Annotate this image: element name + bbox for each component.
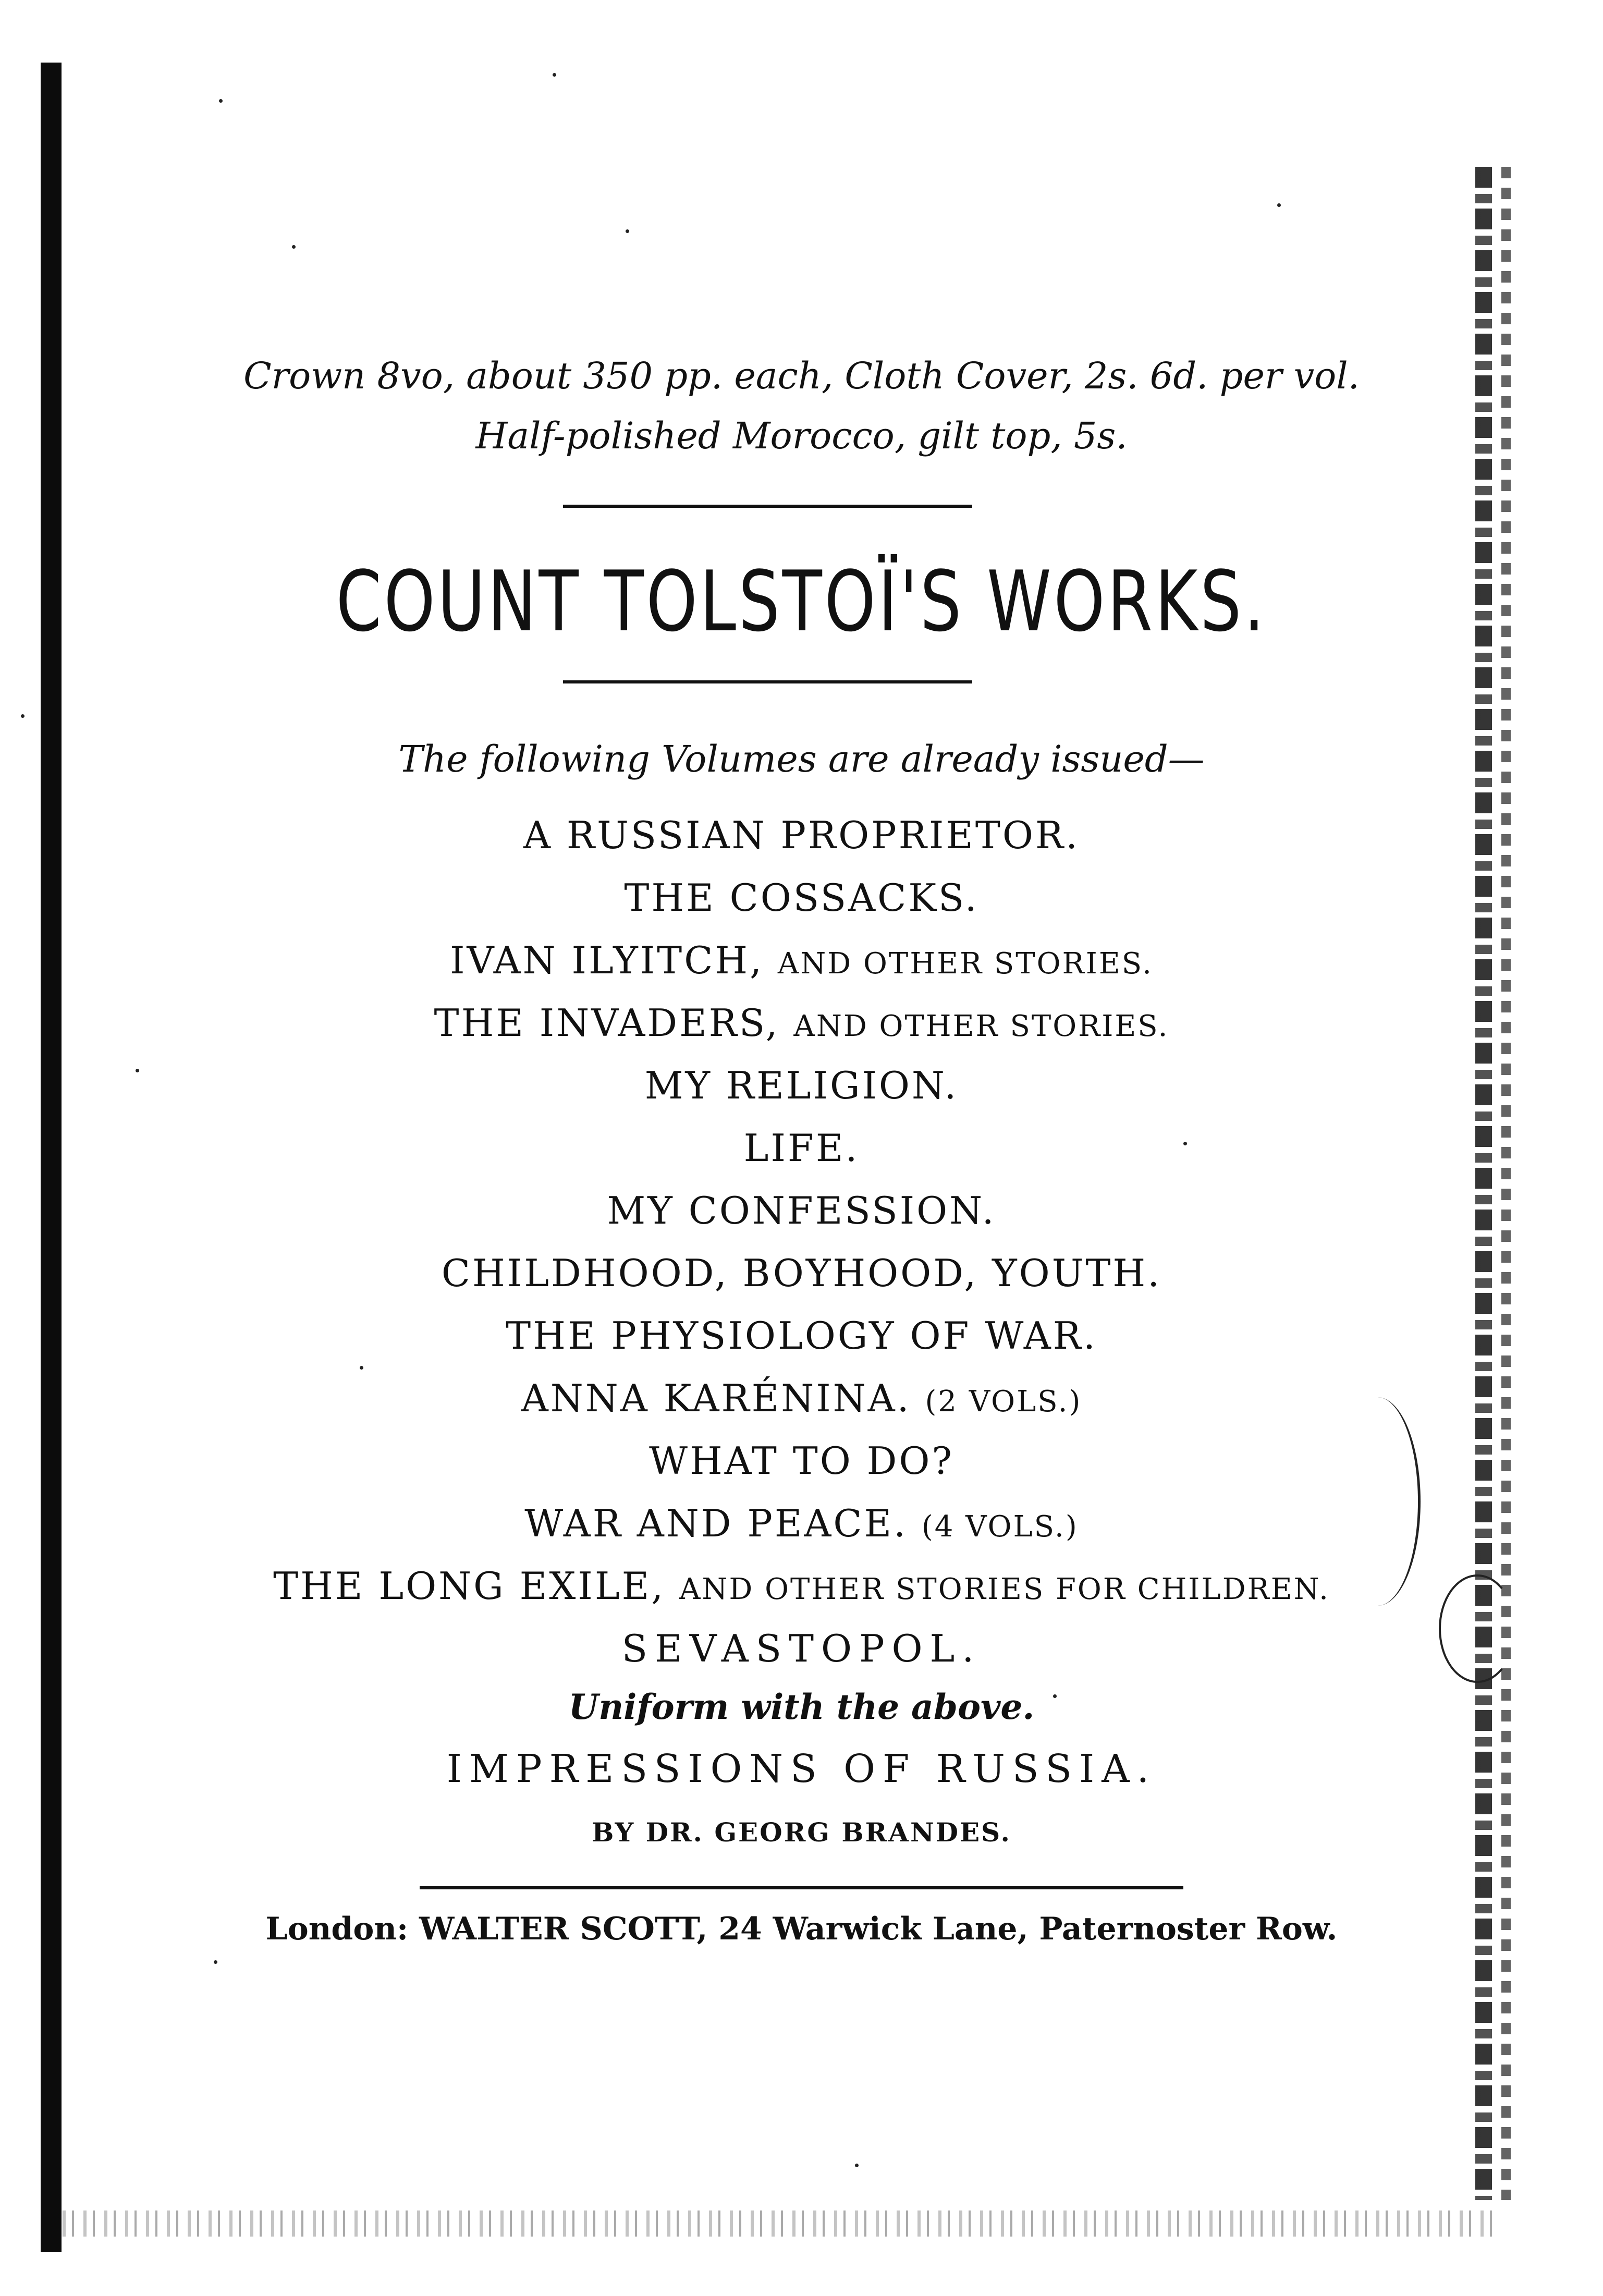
page-title: COUNT TOLSTOÏ'S WORKS. [336, 553, 1267, 650]
additional-byline: BY DR. GEORG BRANDES. [592, 1817, 1011, 1848]
page-right-edge [1475, 167, 1492, 2200]
work-title [0, 1001, 1603, 1045]
work-main: ANNA KARÉNINA. [521, 1376, 911, 1420]
work-main: WAR AND PEACE. [524, 1501, 908, 1545]
work-title [0, 1376, 1603, 1420]
uniform-note: Uniform with the above. [568, 1687, 1035, 1727]
work-title [0, 1126, 1603, 1170]
work-title [0, 1189, 1603, 1232]
speck [855, 2164, 859, 2167]
work-main: THE COSSACKS. [624, 876, 979, 920]
speck [1277, 203, 1281, 207]
work-main: MY CONFESSION. [607, 1189, 996, 1232]
work-main: THE INVADERS, [434, 1001, 780, 1045]
work-main: THE PHYSIOLOGY OF WAR. [506, 1314, 1097, 1358]
work-main: CHILDHOOD, BOYHOOD, YOUTH. [441, 1251, 1162, 1295]
work-main: MY RELIGION. [644, 1064, 959, 1107]
work-main: SEVASTOPOL. [621, 1627, 982, 1670]
work-extra: AND OTHER STORIES. [793, 1009, 1169, 1043]
work-main: IVAN ILYITCH, [450, 938, 764, 982]
rule-divider [563, 680, 972, 683]
work-title [0, 938, 1603, 982]
speck [553, 73, 556, 77]
work-extra: AND OTHER STORIES. [777, 947, 1153, 981]
work-title [0, 813, 1603, 857]
work-main: LIFE. [743, 1126, 860, 1170]
speck [360, 1366, 363, 1370]
rule-divider [563, 505, 972, 508]
speck [626, 229, 629, 233]
rule-divider [420, 1886, 1183, 1889]
format-line: Crown 8vo, about 350 pp. each, Cloth Cover, 2s. 6d. per vol. [243, 355, 1360, 397]
work-title [0, 1439, 1603, 1483]
work-main: A RUSSIAN PROPRIETOR. [523, 813, 1080, 857]
additional-title: IMPRESSIONS OF RUSSIA. [446, 1747, 1157, 1791]
work-title [0, 1064, 1603, 1107]
speck [21, 714, 25, 718]
binding-line: Half-polished Morocco, gilt top, 5s. [475, 414, 1128, 457]
speck [214, 1960, 217, 1964]
work-main: WHAT TO DO? [648, 1439, 955, 1483]
page-bottom-edge [63, 2210, 1501, 2237]
issued-subtitle: The following Volumes are already issued— [398, 738, 1205, 780]
work-title [0, 1314, 1603, 1358]
page-right-edge-inner [1501, 167, 1511, 2200]
work-extra: (4 VOLS.) [921, 1510, 1079, 1544]
work-extra: AND OTHER STORIES FOR CHILDREN. [679, 1572, 1330, 1606]
speck [292, 245, 296, 249]
work-title [0, 1501, 1603, 1545]
work-main: THE LONG EXILE, [273, 1564, 666, 1608]
work-title [0, 1627, 1603, 1670]
work-title [0, 1251, 1603, 1295]
work-title [0, 876, 1603, 920]
publisher-imprint: London: WALTER SCOTT, 24 Warwick Lane, Paternoster Row. [265, 1911, 1338, 1947]
speck [219, 99, 223, 103]
work-extra: (2 VOLS.) [925, 1385, 1082, 1419]
work-title [0, 1564, 1603, 1608]
